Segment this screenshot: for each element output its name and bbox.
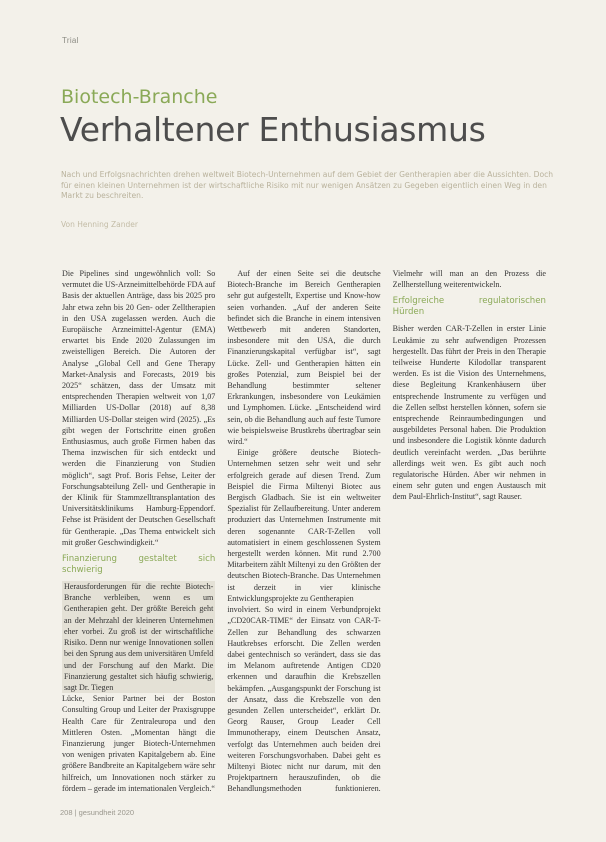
paragraph: Bisher werden CAR-T-Zellen in erster Linie Leukämie zu sehr aufwendigen Prozessen hergestellt. Das führt der Preis in den Therapie teilweise Hunderte Kilodollar transparent werden. Es ist die Vision des Unternehmens, diese Begleitung Krankenhäusern über entsprechende Instrumente zu verfügen und die Zellen selbst herstellen können, sofern sie entsprechende Reinraumbedingungen und ausgebildetes Personal haben. Die Produktion und insbesondere die Logistik könnte dadurch deutlich vereinfacht werden. „Das berührte allerdings weit wen. Es gibt auch noch regulatorische Hürden. Aber wir nehmen in einem sehr guten und engen Austausch mit dem Paul-Ehrlich-Institut“, sagt Rauser. xyxy=(392,324,546,502)
author-byline: Von Henning Zander xyxy=(61,220,138,229)
article-body xyxy=(62,268,546,800)
headline: Verhaltener Enthusiasmus xyxy=(60,110,486,149)
subheading: Finanzierung gestaltet sich schwierig xyxy=(62,554,216,576)
paragraph: Einige größere deutsche Biotech-Unternehmen setzen sehr weit und sehr erfolgreich gerade auf diesen Trend. Zum Beispiel die Firma Miltenyi Biotec aus Bergisch Gladbach. Sie ist ein weltweiter Spezialist für Zellaufbereitung. Unter anderem produziert das Unternehmen Instrumente mit deren sogenannte CAR-T-Zellen voll automatisiert in einem geschlossenen System hergestellt werden können. Mit rund 2.700 Mitarbeitern zählt Miltenyi zu den Größten der deutschen Biotech-Branche. Das Unternehmen ist derzeit in vier klinische Entwicklungsprojekte zu Gentherapien xyxy=(227,448,381,603)
paragraph: Herausforderungen für die rechte Biotech-Branche verbleiben, wenn es um Gentherapien geht. Der größte Bereich geht an der Mehrzahl der kleineren Unternehmen eher vorbei. Zu groß ist der wirtschaftliche Risiko. Denn nur wenige Innovationen sollen bei den Sprung aus dem universitären Umfeld und der Forschung auf den Markt. Die Finanzierung gestaltet sich häufig schwierig, sagt Dr. Tiegen xyxy=(64,582,214,692)
kicker: Biotech-Branche xyxy=(61,86,218,108)
teaser: Nach und Erfolgsnachrichten drehen weltweit Biotech-Unternehmen auf dem Gebiet der Gentherapien aber die Aussichten. Doch für einen kleinen Unternehmen ist der wirtschaftliche Risiko mit nur wenigen Ansätzen zu Gegeben eigentlich einen Weg in den Markt zu beschreiten. xyxy=(61,170,554,201)
paragraph: Lücke, Senior Partner bei der Boston Consulting Group und Leiter der Praxisgruppe Health Care für Zentraleuropa und den Mittleren Osten. „Momentan hängt die Finanzierung junger Biotech-Unternehmen von wenigen privaten Kapitalgebern ab. Eine größere Bandbreite an Kapitalgebern wäre sehr hilfreich, um Innovationen noch stärker zu fördern – gerade im internationalen Vergleich.“ xyxy=(62,694,216,793)
paragraph: Auf der einen Seite sei die deutsche Biotech-Branche im Bereich Gentherapien sehr gut aufgestellt, Expertise und Know-how seien vorhanden. „Auf der anderen Seite befindet sich die Branche in einem intensiven Wettbewerb mit anderen Standorten, insbesondere mit den USA, die durch Finanzierungskapital verfügbar ist“, sagt Lücke. Zell- und Gentherapien hätten ein großes Potenzial, zum Beispiel bei der Behandlung bestimmter seltener Erkrankungen, insbesondere von Leukämien und Lymphomen. Lücke. „Entscheidend wird sein, ob die Behandlung auch auf feste Tumore wie beispielsweise Brustkrebs übertragbar sein wird.“ xyxy=(227,269,381,447)
paragraph: Die Pipelines sind ungewöhnlich voll: So vermutet die US-Arzneimittelbehörde FDA auf Basis der aktuellen Anträge, dass bis 2025 pro Jahr etwa zehn bis 20 Gen- oder Zelltherapien in den USA zugelassen werden. Auch die Europäische Arzneimittel-Agentur (EMA) erwartet bis Ende 2020 Zulassungen im zweistelligen Bereich. Die Autoren der Analyse „Global Cell and Gene Therapy Market-Analysis and Forecasts, 2019 bis 2025“ schätzen, dass der Umsatz mit entsprechenden Therapien weltweit von 1,07 Milliarden US-Dollar (2018) auf 8,38 Milliarden US-Dollar steigen wird (2025). „Es gibt wegen der Fortschritte einen großen Enthusiasmus, auch große Firmen haben das Thema inzwischen für sich entdeckt und werden die Finanzierung von Studien möglich“, sagt Prof. Boris Fehse, Leiter der Forschungsabteilung Zell- und Gentherapie in der Klinik für Stammzelltransplantation des Universitätsklinikums Hamburg-Eppendorf. Fehse ist Präsident der Deutschen Gesellschaft für Gentherapie. „Das Thema entwickelt sich mit großer Geschwindigkeit.“ xyxy=(62,269,216,547)
paragraph: involviert. So wird in einem Verbundprojekt „CD20CAR-TIME“ der Einsatz von CAR-T-Zellen zur Behandlung des schwarzen Hautkrebses erforscht. Die Zellen werden dabei gentechnisch so verändert, dass sie das im Melanom auftretende Antigen CD20 erkennen und daraufhin die Krebszellen bekämpfen. „Ausgangspunkt der Forschung ist der Ansatz, dass die Krebszelle von den gesunden Zellen unterscheidet“, erklärt Dr. Georg Rauser, Group Leader Cell Immunotherapy, einem Deutschen Ansatz, verfolgt das Unternehmen auch beiden drei weiteren Forschungsvorhaben. Dabei geht es Miltenyi Biotec nicht nur darum, mit den Projektpartnern herauszufinden, ob die Behandlungsmethoden funktionieren. Vielmehr will man an den Prozess die Zellherstellung weiterentwickeln. xyxy=(227,269,546,794)
subheading: Erfolgreiche regulatorischen Hürden xyxy=(392,296,546,318)
section-label: Trial xyxy=(62,36,79,45)
page-footer: 208 | gesundheit 2020 xyxy=(60,808,135,817)
